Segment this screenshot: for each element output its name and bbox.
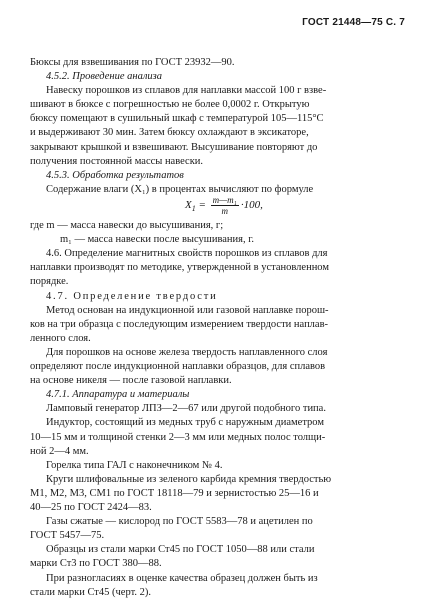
text-line: закрывают крышкой и взвешивают. Высушивание повторяют до bbox=[30, 142, 318, 153]
text-line: и выдерживают 30 мин. Затем бюксу охлаждают в эксикаторе, bbox=[30, 127, 309, 138]
text-line: бюксу помещают в сушильный шкаф с температурой 105—115°С bbox=[30, 113, 324, 124]
formula-denominator: m bbox=[221, 206, 228, 216]
text-line: При разногласиях в оценке качества образец должен быть из bbox=[46, 573, 318, 584]
text-line: ГОСТ 5457—75. bbox=[30, 530, 105, 541]
text-line: М1, М2, М3, СМ1 по ГОСТ 18118—79 и зернистостью 25—16 и bbox=[30, 488, 319, 499]
section-heading: 4.5.2. Проведение анализа bbox=[46, 71, 163, 82]
text-line: Газы сжатые — кислород по ГОСТ 5583—78 и ацетилен по bbox=[46, 516, 313, 527]
formula: $X_1$ = $\frac{\text{m—m₁}}{m}$ ·100, bbox=[185, 195, 263, 216]
text-line: шивают в бюксе с погрешностью не более 0,0002 г. Открытую bbox=[30, 99, 310, 110]
text-line: Образцы из стали марки Ст45 по ГОСТ 1050—88 или стали bbox=[46, 544, 315, 555]
text-line: Метод основан на индукционной или газовой наплавке порош- bbox=[46, 305, 329, 316]
text-line: ков на три образца с последующим измерением твердости наплав- bbox=[30, 319, 329, 330]
text-line: Навеску порошков из сплавов для наплавки массой 100 г взве- bbox=[46, 85, 327, 96]
text-line: ной 2—4 мм. bbox=[30, 446, 89, 457]
text-line: порядке. bbox=[30, 276, 69, 287]
formula-lhs: X bbox=[185, 199, 192, 212]
section-heading: 4.5.3. Обработка результатов bbox=[46, 170, 184, 181]
text-line: Бюксы для взвешивания по ГОСТ 23932—90. bbox=[30, 57, 235, 68]
text-line: Круги шлифовальные из зеленого карбида кремния твердостью bbox=[46, 474, 332, 485]
section-heading: 4.7.1. Аппаратура и материалы bbox=[46, 389, 190, 400]
text-line: Ламповый генератор ЛПЗ—2—67 или другой подобного типа. bbox=[46, 403, 326, 414]
text-line: Горелка типа ГАЛ с наконечником № 4. bbox=[46, 460, 223, 471]
text-line: на основе никеля — после газовой наплавки. bbox=[30, 375, 232, 386]
section-heading: 4.7. Определение твердости bbox=[46, 291, 218, 302]
text-line: 40—25 по ГОСТ 2424—83. bbox=[30, 502, 152, 513]
text-line: Для порошков на основе железа твердость наплавленного слоя bbox=[46, 347, 328, 358]
text-line: Индуктор, состоящий из медных труб с наружным диаметром bbox=[46, 417, 324, 428]
formula-numerator: m—m₁ bbox=[212, 195, 237, 205]
text-line: Содержание влаги (X₁) в процентах вычисляют по формуле bbox=[46, 184, 314, 195]
text-line: m₁ — масса навески после высушивания, г. bbox=[60, 234, 254, 245]
text-line: ленного слоя. bbox=[30, 333, 91, 344]
text-line: 4.6. Определение магнитных свойств порошков из сплавов для bbox=[46, 248, 328, 259]
text-line: получения постоянной массы навески. bbox=[30, 156, 204, 167]
text-line: стали марки Ст45 (черт. 2). bbox=[30, 587, 151, 598]
text-line: наплавки производят по методике, утвержденной в установленном bbox=[30, 262, 330, 273]
text-line: где m — масса навески до высушивания, г; bbox=[30, 220, 224, 231]
formula-lhs-subscript: 1 bbox=[191, 204, 196, 214]
text-line: 10—15 мм и толщиной стенки 2—3 мм или медных полос толщи- bbox=[30, 432, 326, 443]
formula-factor: ·100, bbox=[240, 199, 263, 212]
page-header: ГОСТ 21448—75 С. 7 bbox=[302, 17, 405, 28]
text-line: марки Ст3 по ГОСТ 380—88. bbox=[30, 558, 162, 569]
text-line: определяют после индукционной наплавки образцов, для сплавов bbox=[30, 361, 326, 372]
